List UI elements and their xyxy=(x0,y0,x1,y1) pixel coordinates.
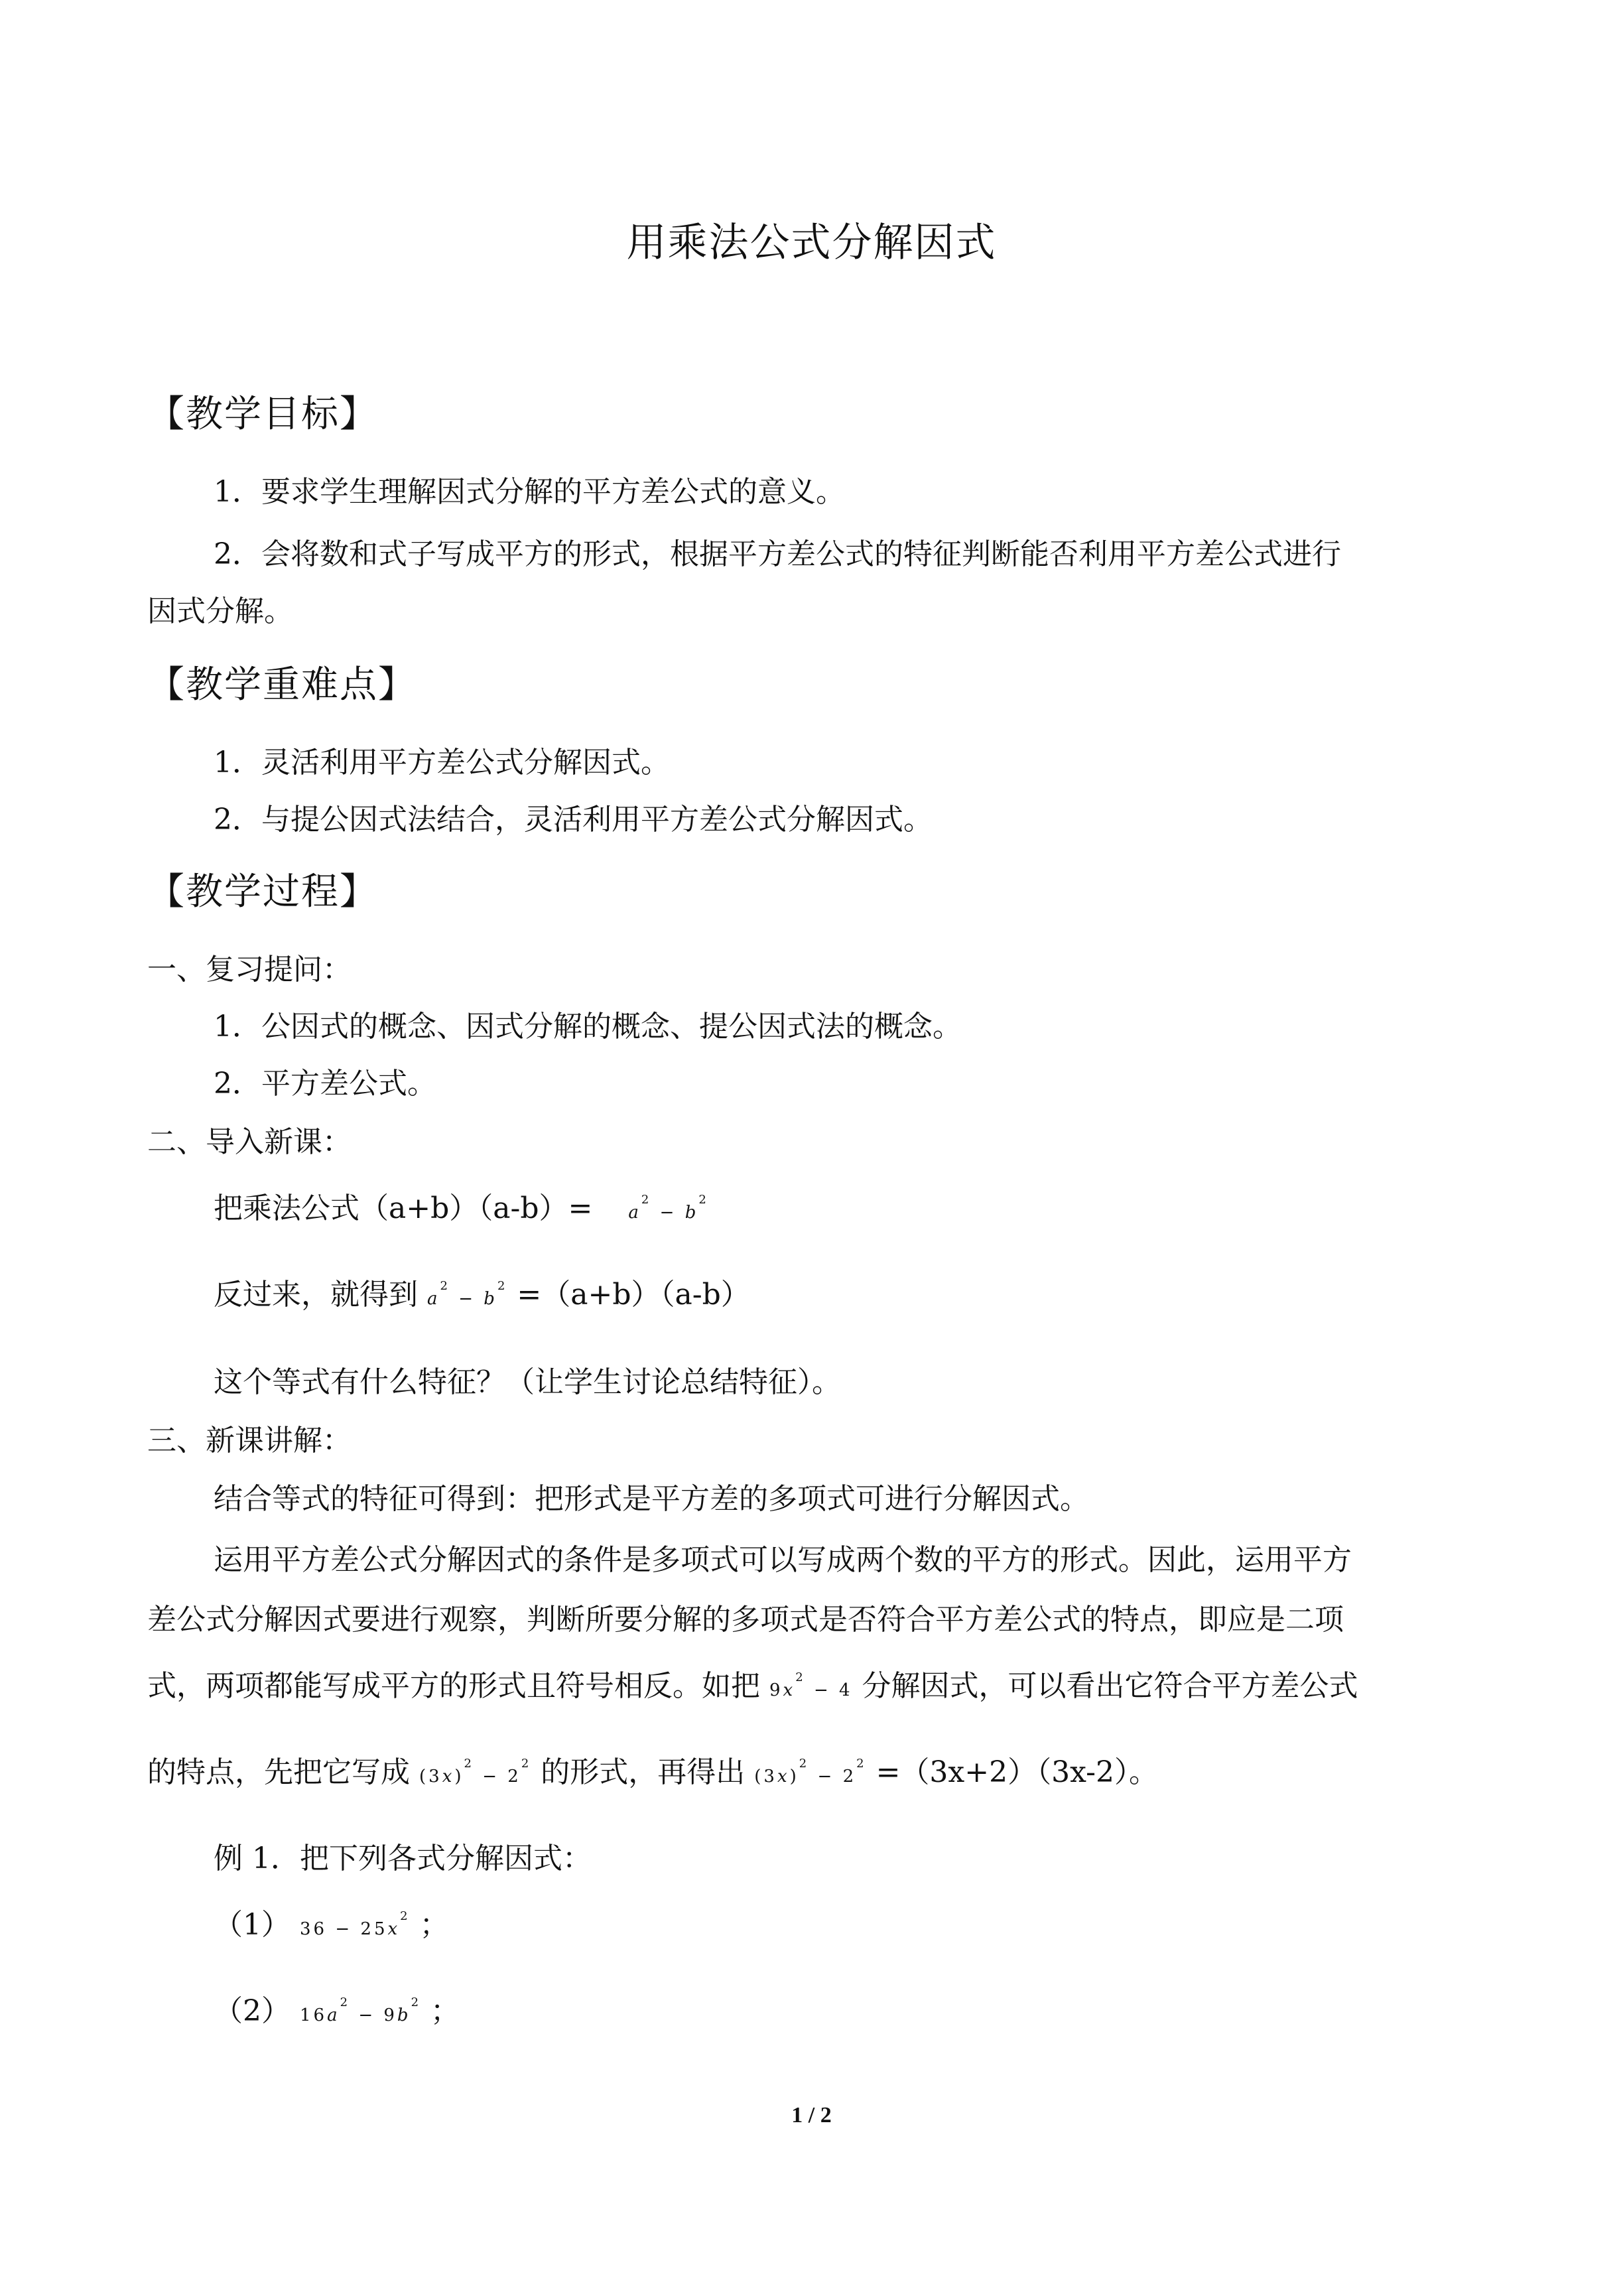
formula-3x2-minus-2-2: $(3x)^2 - 2^2$ xyxy=(419,1757,532,1787)
key-item-2: 2．与提公因式法结合，灵活利用平方差公式分解因式。 xyxy=(214,803,933,837)
process-part-3-para-line2: 差公式分解因式要进行观察，判断所要分解的多项式是否符合平方差公式的特点，即应是二项 xyxy=(147,1603,1344,1637)
example-item-2-tail: ； xyxy=(430,1994,460,2028)
example-heading: 例 1．把下列各式分解因式： xyxy=(214,1842,592,1875)
section-heading-process: 【教学过程】 xyxy=(147,870,378,913)
formula-line-2 xyxy=(214,1280,750,1310)
example-item-2-label: （2） xyxy=(214,1994,291,2028)
formula-line-1-text: 把乘法公式（a+b）（a-b）= xyxy=(214,1191,593,1225)
process-part-1-item-1: 1．公因式的概念、因式分解的概念、提公因式法的概念。 xyxy=(214,1010,962,1044)
formula-line-1 xyxy=(214,1191,709,1225)
para-line4-end: =（3x+2）（3x-2）。 xyxy=(876,1755,1158,1789)
process-part-3-para-line4 xyxy=(147,1755,1158,1789)
process-part-3-heading: 三、新课讲解： xyxy=(147,1424,352,1457)
formula-16a2-minus-9b2: $16a^2 - 9b^2$ xyxy=(300,1995,422,2025)
formula-line-2-tail: =（a+b）（a-b） xyxy=(517,1278,750,1312)
formula-3x2-minus-2-2-again: $(3x)^2 - 2^2$ xyxy=(754,1757,867,1787)
section-heading-key: 【教学重难点】 xyxy=(147,663,417,707)
process-part-1-item-2: 2．平方差公式。 xyxy=(214,1067,436,1101)
formula-9x2-minus-4: $9x^2 - 4$ xyxy=(769,1670,853,1700)
process-part-1-heading: 一、复习提问： xyxy=(147,953,352,986)
process-part-3-item-1: 结合等式的特征可得到：把形式是平方差的多项式可进行分解因式。 xyxy=(214,1482,1089,1516)
example-item-2 xyxy=(214,1994,460,2028)
section-heading-goals: 【教学目标】 xyxy=(147,393,378,436)
page-title: 用乘法公式分解因式 xyxy=(626,220,997,266)
para-line3-start: 式，两项都能写成平方的形式且符号相反。如把 xyxy=(147,1669,760,1703)
example-item-1-label: （1） xyxy=(214,1908,291,1942)
example-item-1 xyxy=(214,1908,449,1942)
para-line4-start: 的特点，先把它写成 xyxy=(147,1755,410,1789)
process-part-3-para-line3 xyxy=(147,1669,1358,1703)
process-part-2-question: 这个等式有什么特征？（让学生讨论总结特征）。 xyxy=(214,1365,841,1399)
formula-line-2-text: 反过来，就得到 xyxy=(214,1278,418,1312)
goal-item-2-line1: 2．会将数和式子写成平方的形式，根据平方差公式的特征判断能否利用平方差公式进行 xyxy=(214,537,1341,571)
formula-a2-minus-b2-reverse: $a^2 - b^2$ xyxy=(427,1279,508,1309)
process-part-2-heading: 二、导入新课： xyxy=(147,1125,352,1159)
formula-a2-minus-b2: $a^2 - b^2$ xyxy=(628,1193,709,1223)
example-item-1-tail: ； xyxy=(419,1908,449,1942)
formula-36-minus-25x2: $36 - 25x^2$ xyxy=(300,1909,411,1939)
para-line3-end: 分解因式，可以看出它符合平方差公式 xyxy=(862,1669,1358,1703)
key-item-1: 1．灵活利用平方差公式分解因式。 xyxy=(214,746,670,779)
para-line4-mid: 的形式，再得出 xyxy=(541,1755,746,1789)
goal-item-2-line2: 因式分解。 xyxy=(147,594,293,628)
goal-item-1: 1．要求学生理解因式分解的平方差公式的意义。 xyxy=(214,475,845,509)
page-number: 1 / 2 xyxy=(791,2103,832,2127)
process-part-3-para-line1: 运用平方差公式分解因式的条件是多项式可以写成两个数的平方的形式。因此，运用平方 xyxy=(214,1543,1352,1577)
